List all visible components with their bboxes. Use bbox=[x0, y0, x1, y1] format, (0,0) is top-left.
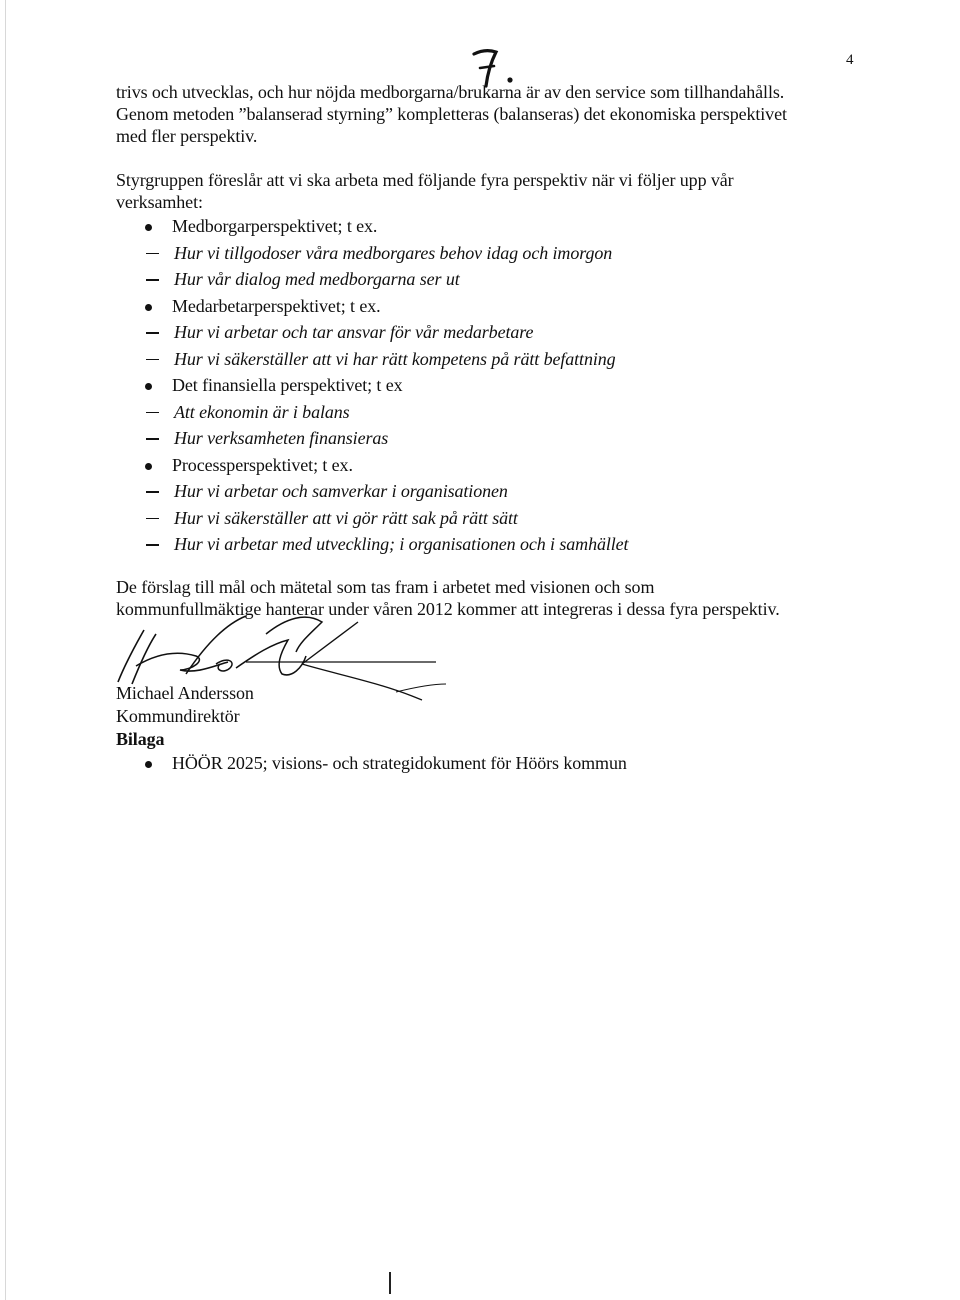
intro-line: Genom metoden ”balanserad styrning” kompletteras (balanseras) det ekonomiska perspektivet bbox=[116, 104, 787, 124]
proposal-paragraph bbox=[116, 169, 876, 213]
attachment-list bbox=[116, 750, 876, 777]
example-item: Hur vi arbetar och samverkar i organisationen bbox=[116, 478, 876, 505]
handwritten-signature bbox=[96, 604, 476, 714]
perspective-item bbox=[116, 372, 876, 452]
example-list bbox=[116, 240, 876, 293]
proposal-line: verksamhet: bbox=[116, 192, 203, 212]
signature-area bbox=[116, 622, 876, 682]
example-item: Hur vi säkerställer att vi gör rätt sak på rätt sätt bbox=[116, 505, 876, 532]
example-list bbox=[116, 319, 876, 372]
perspective-label: Medarbetarperspektivet; t ex. bbox=[172, 295, 381, 316]
closing-line: De förslag till mål och mätetal som tas fram i arbetet med visionen och som bbox=[116, 576, 655, 597]
perspective-label: Det finansiella perspektivet; t ex bbox=[172, 375, 403, 395]
scan-edge-line bbox=[5, 0, 6, 1300]
scan-mark bbox=[389, 1272, 391, 1294]
attachment-item: HÖÖR 2025; visions- och strategidokument för Höörs kommun bbox=[116, 750, 876, 777]
section-gap bbox=[116, 558, 876, 576]
proposal-line: Styrgruppen föreslår att vi ska arbeta med följande fyra perspektiv när vi följer upp vår bbox=[116, 170, 734, 190]
perspective-item bbox=[116, 293, 876, 373]
perspective-item bbox=[116, 213, 876, 293]
example-item: Hur vi tillgodoser våra medborgares behov idag och imorgon bbox=[116, 240, 876, 267]
signer-title: Kommundirektör bbox=[116, 705, 240, 726]
perspective-label: Medborgarperspektivet; t ex. bbox=[172, 216, 378, 236]
example-list bbox=[116, 478, 876, 558]
attachment-heading: Bilaga bbox=[116, 728, 165, 749]
example-item: Hur vi arbetar och tar ansvar för vår medarbetare bbox=[116, 319, 876, 346]
perspective-list bbox=[116, 213, 876, 558]
example-item: Att ekonomin är i balans bbox=[116, 399, 876, 426]
example-list bbox=[116, 399, 876, 452]
perspective-item bbox=[116, 452, 876, 558]
letter-body bbox=[116, 81, 876, 776]
intro-paragraph bbox=[116, 81, 876, 147]
example-item: Hur vår dialog med medborgarna ser ut bbox=[116, 266, 876, 293]
page-number: 4 bbox=[846, 52, 854, 68]
signer-name: Michael Andersson bbox=[116, 682, 254, 703]
closing-line: kommunfullmäktige hanterar under våren 2012 kommer att integreras i dessa fyra perspektiv. bbox=[116, 598, 780, 619]
example-item: Hur vi arbetar med utveckling; i organisationen och i samhället bbox=[116, 531, 876, 558]
example-item: Hur verksamheten finansieras bbox=[116, 425, 876, 452]
perspective-label: Processperspektivet; t ex. bbox=[172, 454, 353, 475]
example-item: Hur vi säkerställer att vi har rätt kompetens på rätt befattning bbox=[116, 346, 876, 373]
intro-line: trivs och utvecklas, och hur nöjda medborgarna/brukarna är av den service som tillhandahålls. bbox=[116, 82, 785, 102]
intro-line: med fler perspektiv. bbox=[116, 126, 258, 146]
